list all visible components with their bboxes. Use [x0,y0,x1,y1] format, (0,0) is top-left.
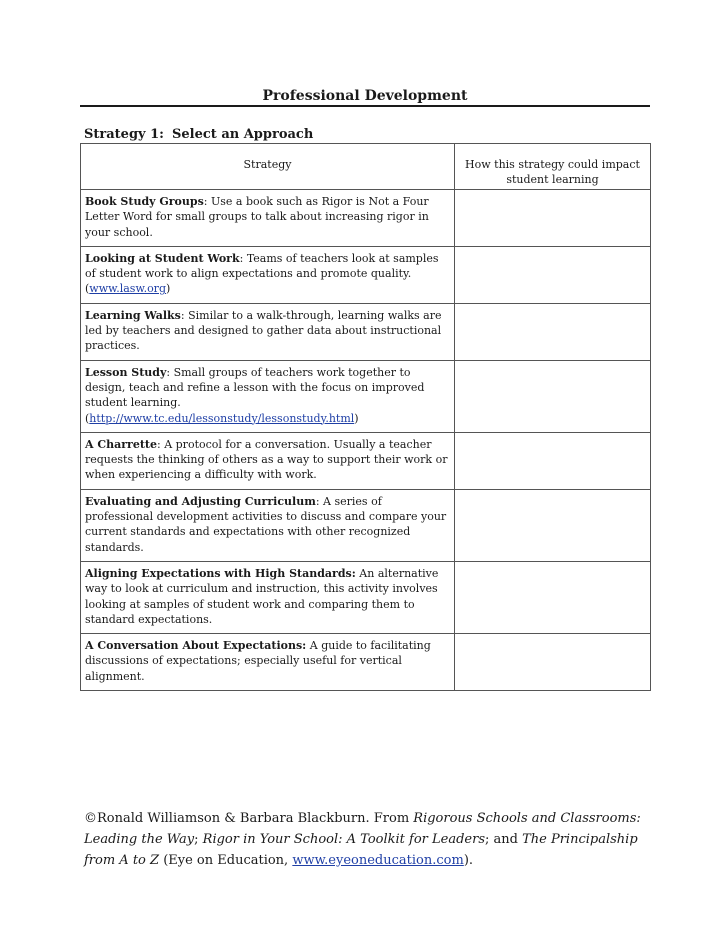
strategy-description: Small groups of teachers work together to design, teach and refine a lesson with the focus on improved student learning. [85,365,425,410]
strategy-separator: : [166,365,174,379]
strategy-separator: : [239,251,247,265]
column-header-impact: How this strategy could impact student learning [455,144,651,190]
strategy-separator: : [203,195,211,208]
strategy-separator: : [315,494,324,508]
footer-text: ; and [485,832,523,847]
table-header-row [81,144,651,190]
link-paren: ) [354,411,359,425]
strategy-cell [81,561,455,633]
impact-cell[interactable] [455,432,651,489]
strategy-term: Learning Walks [85,308,181,322]
strategy-description: A guide to facilitating discussions of expectations; especially useful for vertical alignment. [85,639,431,683]
strategy-description: An alternative way to look at curriculum and instruction, this activity involves looking at samples of student work and comparing them to standard expectations. [85,566,439,626]
footer-book-title: Rigorous Schools and Classrooms: Leading the Way [84,811,641,847]
strategy-cell [81,432,455,489]
table-row [81,489,651,561]
strategy-description: Similar to a walk-through, learning walks are led by teachers and designed to gather data about instructional practices. [85,308,442,353]
table-row [81,360,651,432]
table-row [81,634,651,691]
impact-cell[interactable] [455,489,651,561]
impact-cell[interactable] [455,303,651,360]
strategy-description: A series of professional development activities to discuss and compare your current standards and expectations with other recognized standards. [85,494,447,554]
strategy-term: Looking at Student Work [85,251,240,265]
impact-cell[interactable] [455,561,651,633]
footer-text: ). [463,853,474,868]
title-rule [80,105,650,107]
strategy-term: A Conversation About Expectations: [85,639,307,653]
table-row [81,246,651,303]
strategy-separator: : [180,308,189,322]
impact-cell[interactable] [455,360,651,432]
strategy-cell [81,246,455,303]
strategy-term: A Charrette [85,437,157,451]
footer-text: (Eye on Education, [159,853,293,868]
table-row [81,561,651,633]
impact-cell[interactable] [455,634,651,691]
strategy-separator: : [157,437,165,451]
strategy-description: A protocol for a conversation. Usually a teacher requests the thinking of others as a way to support their work or when experiencing a difficulty with work. [85,437,448,482]
impact-cell[interactable] [455,190,651,247]
strategy-table [80,143,651,691]
footer-book-title: The Principalship from A to Z [84,832,638,868]
strategy-number: Strategy 1: [84,127,164,142]
table-row [81,432,651,489]
footer-text: ©Ronald Williamson & Barbara Blackburn. From [84,811,414,826]
strategy-description: Teams of teachers look at samples of student work to align expectations and promote quality. [85,251,439,281]
strategy-term: Lesson Study [85,365,167,379]
link-paren: ) [166,282,171,296]
copyright-footer [84,808,650,871]
strategy-cell [81,303,455,360]
column-header-strategy: Strategy [81,144,455,190]
strategy-cell [81,190,455,247]
strategy-title: Select an Approach [172,127,314,142]
link-paren: ( [85,411,90,425]
strategy-term: Aligning Expectations with High Standards: [85,566,356,580]
strategy-cell [81,634,455,691]
strategy-description: Use a book such as Rigor is Not a Four Letter Word for small groups to talk about increasing rigor in your school. [85,195,429,239]
impact-cell[interactable] [455,246,651,303]
strategy-cell [81,489,455,561]
page-title: Professional Development [262,88,468,104]
table-row [81,303,651,360]
strategy-term: Book Study Groups [85,195,204,208]
strategy-term: Evaluating and Adjusting Curriculum [85,494,316,508]
strategy-heading [84,127,313,142]
strategy-link[interactable]: www.lasw.org [89,282,166,296]
footer-book-title: Rigor in Your School: A Toolkit for Leaders [202,832,485,847]
strategy-link[interactable]: http://www.tc.edu/lessonstudy/lessonstudy.html [89,411,355,425]
footer-text: ; [194,832,203,847]
strategy-cell [81,360,455,432]
table-row [81,190,651,247]
footer-link[interactable]: www.eyeoneducation.com [292,853,464,868]
link-paren: ( [85,282,90,296]
